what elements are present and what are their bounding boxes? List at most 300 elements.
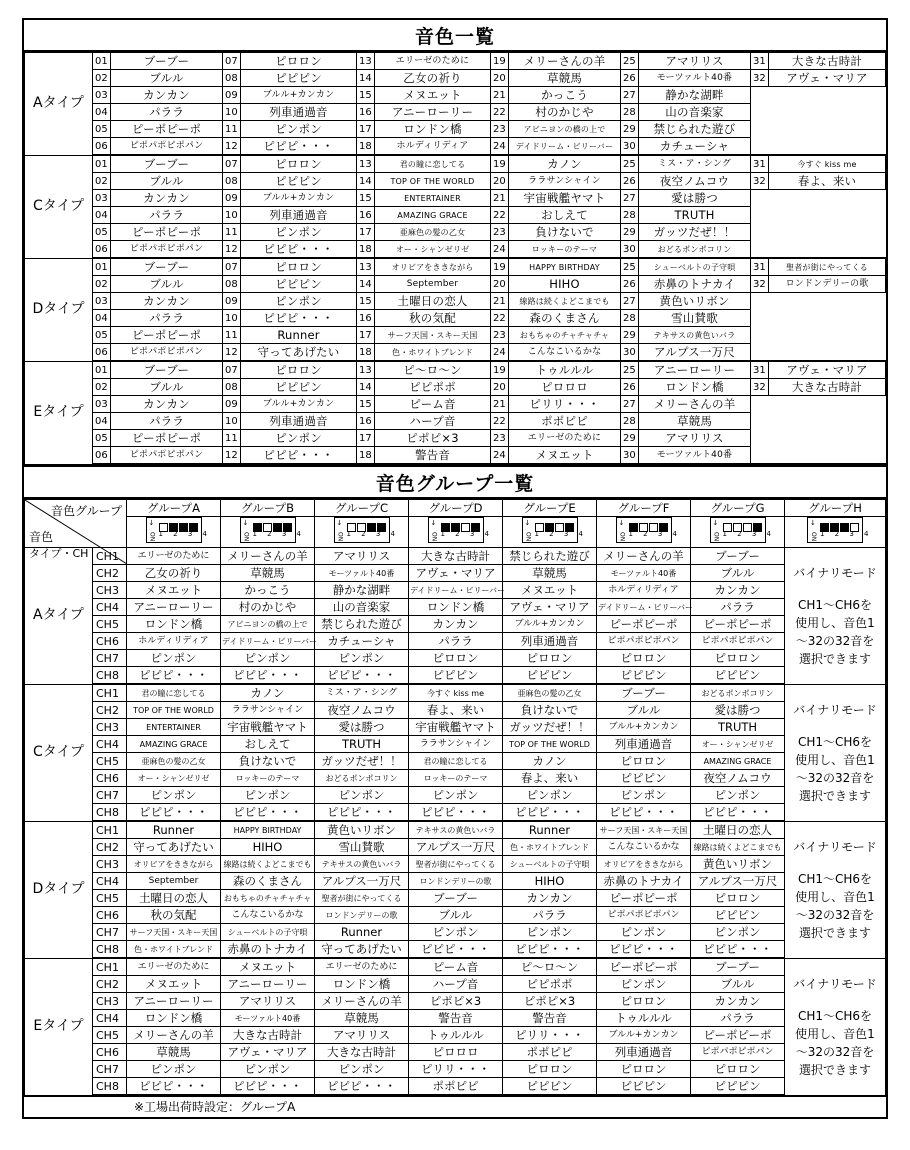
tone-number: 13 [357, 258, 375, 276]
tone-name: TRUTH [639, 207, 751, 224]
group-tone-cell: ピピピ・・・ [503, 941, 597, 959]
group-tone-cell: メヌエット [127, 582, 221, 599]
tone-number: 09 [223, 293, 241, 310]
group-name: グループB [221, 500, 315, 517]
tone-name: オー・シャンゼリゼ [375, 241, 491, 259]
switch-on-label: ON [618, 531, 626, 541]
group-tone-cell: ブルル+カンカン [597, 719, 691, 736]
group-tone-cell: シューベルトの子守唄 [221, 924, 315, 941]
group-tone-cell: ポポピピ [409, 1078, 503, 1096]
tone-name: AMAZING GRACE [375, 207, 491, 224]
tone-number: 23 [491, 430, 509, 447]
tone-name: 大きな古時計 [769, 379, 886, 396]
channel-label: CH1 [93, 684, 127, 702]
empty-cell [751, 121, 769, 138]
arrow-down-icon: ↓ [430, 519, 437, 527]
channel-label: CH3 [93, 582, 127, 599]
note-line: CH1～CH6を [797, 871, 873, 886]
tone-number: 22 [491, 413, 509, 430]
tone-name: ピーポピーポ [111, 430, 223, 447]
group-tone-cell: ブーブー [691, 958, 785, 976]
tone-number: 16 [357, 207, 375, 224]
group-tone-cell: アマリリス [221, 993, 315, 1010]
tone-number: 18 [357, 344, 375, 362]
group-tone-cell: ロンドンデリーの歌 [409, 873, 503, 890]
group-tone-cell: アヴェ・マリア [503, 599, 597, 616]
arrow-down-icon: ↓ [712, 519, 719, 527]
group-tone-cell: ピピピン [597, 1078, 691, 1096]
group-tone-cell: 警告音 [503, 1010, 597, 1027]
tone-name: 線路は続くよどこまでも [509, 293, 621, 310]
tone-number: 06 [93, 447, 111, 465]
tone-name: ブーブー [111, 155, 223, 173]
tone-number: 32 [751, 379, 769, 396]
group-tone-cell: ロンドン橋 [409, 599, 503, 616]
tone-number: 07 [223, 53, 241, 70]
tone-name: シューベルトの子守唄 [639, 258, 751, 276]
empty-cell [751, 207, 769, 224]
group-tone-cell: ピポピ×3 [503, 993, 597, 1010]
tone-name: ピロロン [241, 361, 357, 379]
tone-number: 07 [223, 258, 241, 276]
tone-number: 12 [223, 138, 241, 156]
tone-number: 14 [357, 173, 375, 190]
switch-numbers: 1 2 3 4 [346, 530, 399, 538]
channel-label: CH8 [93, 667, 127, 685]
tone-number: 18 [357, 138, 375, 156]
tone-name: Runner [241, 327, 357, 344]
tone-row [25, 155, 886, 173]
group-tone-cell: ピロロン [597, 993, 691, 1010]
group-tone-cell: ピピピ・・・ [221, 1078, 315, 1096]
tone-name: おどるポンポコリン [639, 241, 751, 259]
group-tone-cell: ハープ音 [409, 976, 503, 993]
group-row [25, 616, 886, 633]
group-tone-cell: ENTERTAINER [127, 719, 221, 736]
tone-name: HAPPY BIRTHDAY [509, 258, 621, 276]
group-tone-cell: ロンドン橋 [315, 976, 409, 993]
note-line: バイナリモード [793, 565, 877, 580]
group-tone-cell: TOP OF THE WORLD [503, 736, 597, 753]
empty-cell [769, 104, 886, 121]
switch-numbers: 1 2 3 4 [628, 530, 681, 538]
tone-name: ホルディリディア [375, 138, 491, 156]
tone-number: 26 [621, 173, 639, 190]
tone-name: ピロロロ [509, 379, 621, 396]
group-tone-cell: HIHO [221, 839, 315, 856]
tone-name: 赤鼻のトナカイ [639, 276, 751, 293]
tone-name: ポポピピ [509, 413, 621, 430]
tone-name: カチューシャ [639, 138, 751, 156]
tone-number: 17 [357, 224, 375, 241]
tone-name: ロンドンデリーの歌 [769, 276, 886, 293]
tone-name: ロンドン橋 [639, 379, 751, 396]
dip-switch-icon [807, 517, 873, 543]
group-tone-cell: ピンポン [691, 924, 785, 941]
group-tone-cell: 草競馬 [315, 1010, 409, 1027]
note-line: ～32の32音を [795, 907, 875, 922]
group-tone-cell: ピピピ・・・ [315, 667, 409, 685]
group-tone-cell: 亜麻色の髪の乙女 [127, 753, 221, 770]
group-tone-cell: 列車通過音 [503, 633, 597, 650]
channel-label: CH8 [93, 1078, 127, 1096]
group-tone-cell: デイドリーム・ビリーバー [409, 582, 503, 599]
tone-name: 乙女の祈り [375, 70, 491, 87]
tone-number: 18 [357, 447, 375, 465]
group-tone-cell: オー・シャンゼリゼ [127, 770, 221, 787]
empty-cell [751, 293, 769, 310]
tone-name: 聖者が街にやってくる [769, 258, 886, 276]
tone-type-label: Eタイプ [25, 361, 93, 464]
tone-name: 春よ、来い [769, 173, 886, 190]
group-tone-cell: オリビアをききながら [597, 856, 691, 873]
tone-number: 06 [93, 241, 111, 259]
tone-number: 07 [223, 361, 241, 379]
tone-number: 09 [223, 190, 241, 207]
tone-number: 04 [93, 104, 111, 121]
empty-cell [769, 430, 886, 447]
channel-label: CH3 [93, 856, 127, 873]
note-line: バイナリモード [793, 839, 877, 854]
group-tone-cell: ピピピン [409, 667, 503, 685]
tone-number: 25 [621, 155, 639, 173]
group-list-title: 音色グループ一覧 [24, 465, 886, 499]
group-row [25, 702, 886, 719]
tone-number: 17 [357, 327, 375, 344]
group-tone-cell: ブーブー [597, 684, 691, 702]
group-tone-cell: こんなこいるかな [221, 907, 315, 924]
group-tone-cell: 君の瞳に恋してる [409, 753, 503, 770]
group-tone-cell: 静かな湖畔 [315, 582, 409, 599]
tone-name: ピポピ×3 [375, 430, 491, 447]
dip-switch-cell [221, 517, 315, 548]
group-row [25, 839, 886, 856]
group-row [25, 565, 886, 582]
arrow-down-icon: ↓ [618, 519, 625, 527]
tone-name: ピ～ロ～ン [375, 361, 491, 379]
group-tone-cell: 秋の気配 [127, 907, 221, 924]
group-tone-cell: ピロロン [503, 1061, 597, 1078]
group-tone-cell: ガッツだぜ！！ [315, 753, 409, 770]
tone-number: 29 [621, 430, 639, 447]
tone-number: 20 [491, 379, 509, 396]
tone-row [25, 327, 886, 344]
note-line: 使用し、音色1 [795, 1026, 875, 1041]
tone-number: 04 [93, 310, 111, 327]
group-tone-cell: ララサンシャイン [221, 702, 315, 719]
group-tone-cell: ピンポン [221, 787, 315, 804]
tone-name: ピンポン [241, 224, 357, 241]
binary-mode-note [785, 548, 886, 685]
group-type-label: Eタイプ [25, 958, 93, 1095]
tone-number: 23 [491, 121, 509, 138]
channel-label: CH6 [93, 907, 127, 924]
group-type-label: Dタイプ [25, 821, 93, 958]
tone-name: 負けないで [509, 224, 621, 241]
group-tone-cell: 君の瞳に恋してる [127, 684, 221, 702]
note-line: ～32の32音を [795, 1044, 875, 1059]
group-tone-cell: 草競馬 [127, 1044, 221, 1061]
group-tone-cell: ピピピン [691, 907, 785, 924]
group-tone-cell: 警告音 [409, 1010, 503, 1027]
tone-number: 16 [357, 413, 375, 430]
tone-number: 21 [491, 396, 509, 413]
tone-name: モーツァルト40番 [639, 70, 751, 87]
group-row [25, 856, 886, 873]
tone-number: 08 [223, 173, 241, 190]
channel-label: CH8 [93, 804, 127, 822]
group-tone-cell: ピンポン [597, 924, 691, 941]
tone-row [25, 396, 886, 413]
channel-label: CH5 [93, 753, 127, 770]
tone-number: 30 [621, 447, 639, 465]
group-tone-cell: トゥルルル [597, 1010, 691, 1027]
group-tone-cell: モーツァルト40番 [221, 1010, 315, 1027]
group-tone-cell: ピポピ×3 [409, 993, 503, 1010]
note-line: 使用し、音色1 [795, 889, 875, 904]
group-tone-cell: アヴェ・マリア [221, 1044, 315, 1061]
tone-name: ピーポピーポ [111, 121, 223, 138]
tone-number: 16 [357, 310, 375, 327]
group-tone-cell: ピンポン [315, 1061, 409, 1078]
tone-number: 07 [223, 155, 241, 173]
channel-label: CH1 [93, 548, 127, 565]
tone-row [25, 138, 886, 156]
empty-cell [769, 190, 886, 207]
tone-name: ピポパポピポパン [111, 344, 223, 362]
group-tone-cell: 山の音楽家 [315, 599, 409, 616]
tone-name: ピロロン [241, 53, 357, 70]
group-row [25, 599, 886, 616]
group-row [25, 633, 886, 650]
group-tone-cell: おどるポンポコリン [691, 684, 785, 702]
tone-row [25, 430, 886, 447]
tone-name: メリーさんの羊 [509, 53, 621, 70]
group-tone-cell: トゥルルル [409, 1027, 503, 1044]
channel-label: CH2 [93, 565, 127, 582]
group-row [25, 804, 886, 822]
tone-number: 32 [751, 70, 769, 87]
group-tone-cell: 聖者が街にやってくる [315, 890, 409, 907]
tone-name: メヌエット [509, 447, 621, 465]
dip-switch-icon [522, 517, 587, 543]
tone-number: 23 [491, 327, 509, 344]
note-line: バイナリモード [793, 702, 877, 717]
group-tone-cell: カチューシャ [315, 633, 409, 650]
group-tone-cell: HIHO [503, 873, 597, 890]
group-tone-cell: 宇宙戦艦ヤマト [409, 719, 503, 736]
tone-row [25, 53, 886, 70]
group-tone-cell: September [127, 873, 221, 890]
tone-name: ピーポピーポ [111, 327, 223, 344]
tone-name: 森のくまさん [509, 310, 621, 327]
group-tone-cell: メヌエット [503, 582, 597, 599]
group-name: グループA [127, 500, 221, 517]
group-tone-cell: 夜空ノムコウ [315, 702, 409, 719]
tone-name: 亜麻色の髪の乙女 [375, 224, 491, 241]
empty-cell [769, 447, 886, 465]
tone-number: 24 [491, 241, 509, 259]
tone-name: 村のかじや [509, 104, 621, 121]
tone-number: 15 [357, 87, 375, 104]
tone-name: ピピピン [241, 70, 357, 87]
channel-label: CH3 [93, 719, 127, 736]
tone-name: おしえて [509, 207, 621, 224]
group-tone-cell: テキサスの黄色いバラ [409, 821, 503, 839]
group-tone-cell: おどるポンポコリン [315, 770, 409, 787]
group-tone-cell: Runner [503, 821, 597, 839]
group-row [25, 650, 886, 667]
tone-row [25, 70, 886, 87]
arrow-down-icon: ↓ [242, 519, 249, 527]
tone-name: カンカン [111, 190, 223, 207]
channel-label: CH3 [93, 993, 127, 1010]
tone-row [25, 379, 886, 396]
group-tone-cell: 大きな古時計 [315, 1044, 409, 1061]
tone-number: 16 [357, 104, 375, 121]
group-tone-cell: 色・ホワイトブレンド [127, 941, 221, 959]
tone-name: 大きな古時計 [769, 53, 886, 70]
note-line: 使用し、音色1 [795, 615, 875, 630]
tone-name: ピーポピーポ [111, 224, 223, 241]
dip-switch-icon [710, 517, 775, 543]
tone-name: メヌエット [375, 87, 491, 104]
dip-switch-cell [597, 517, 691, 548]
group-tone-cell: ミス・ア・シング [315, 684, 409, 702]
tone-number: 05 [93, 430, 111, 447]
group-row [25, 787, 886, 804]
tone-number: 17 [357, 121, 375, 138]
tone-name: ロンドン橋 [375, 121, 491, 138]
group-tone-cell: 村のかじや [221, 599, 315, 616]
group-tone-cell: メリーさんの羊 [315, 993, 409, 1010]
arrow-down-icon: ↓ [148, 519, 155, 527]
group-tone-cell: ピンポン [127, 1061, 221, 1078]
tone-name: ロッキーのテーマ [509, 241, 621, 259]
channel-label: CH7 [93, 650, 127, 667]
tone-name: デイドリーム・ビリーバー [509, 138, 621, 156]
group-tone-cell: アニーローリー [127, 599, 221, 616]
group-tone-cell: ピンポン [503, 924, 597, 941]
empty-cell [751, 224, 769, 241]
group-tone-cell: アニーローリー [221, 976, 315, 993]
group-tone-cell: 草競馬 [503, 565, 597, 582]
group-name: グループH [785, 500, 886, 517]
tone-type-label: Aタイプ [25, 53, 93, 156]
tone-name: カノン [509, 155, 621, 173]
tone-name: ブルル [111, 276, 223, 293]
tone-number: 27 [621, 190, 639, 207]
group-tone-cell: ピピピ・・・ [315, 1078, 409, 1096]
group-tone-cell: ピロロロ [409, 1044, 503, 1061]
group-tone-cell: ピポパポピポパン [597, 907, 691, 924]
tone-row [25, 104, 886, 121]
group-tone-cell: アマリリス [315, 1027, 409, 1044]
group-tone-cell: ピピピ・・・ [691, 941, 785, 959]
tone-name: ブルル+カンカン [241, 190, 357, 207]
tone-number: 27 [621, 293, 639, 310]
tone-number: 26 [621, 379, 639, 396]
group-tone-cell: 禁じられた遊び [503, 548, 597, 565]
tone-number: 15 [357, 190, 375, 207]
group-tone-cell: ピピピン [691, 667, 785, 685]
group-tone-cell: 夜空ノムコウ [691, 770, 785, 787]
tone-number: 04 [93, 207, 111, 224]
group-tone-cell: 森のくまさん [221, 873, 315, 890]
tone-number: 11 [223, 327, 241, 344]
tone-number: 19 [491, 155, 509, 173]
tone-name: アマリリス [639, 430, 751, 447]
tone-name: 色・ホワイトブレンド [375, 344, 491, 362]
group-row [25, 1061, 886, 1078]
tone-number: 01 [93, 361, 111, 379]
tone-name: 静かな湖畔 [639, 87, 751, 104]
tone-name: ブーブー [111, 361, 223, 379]
tone-name: メリーさんの羊 [639, 396, 751, 413]
group-tone-cell: カノン [221, 684, 315, 702]
group-list-table [24, 499, 886, 1096]
group-tone-cell: ホルディリディア [597, 582, 691, 599]
group-tone-cell: AMAZING GRACE [691, 753, 785, 770]
tone-row [25, 258, 886, 276]
header-type-ch: タイプ・CH [29, 547, 89, 560]
channel-label: CH6 [93, 770, 127, 787]
group-tone-cell: ピンポン [597, 976, 691, 993]
tone-name: ブルル+カンカン [241, 396, 357, 413]
tone-number: 28 [621, 104, 639, 121]
tone-name: 夜空ノムコウ [639, 173, 751, 190]
group-tone-cell: ピロロン [597, 1061, 691, 1078]
tone-name: こんなこいるかな [509, 344, 621, 362]
empty-cell [751, 447, 769, 465]
tone-number: 18 [357, 241, 375, 259]
group-tone-cell: カンカン [409, 616, 503, 633]
group-tone-cell: 乙女の祈り [127, 565, 221, 582]
group-tone-cell: ピピピ・・・ [315, 804, 409, 822]
tone-number: 24 [491, 344, 509, 362]
group-tone-cell: ピ～ロ～ン [503, 958, 597, 976]
switch-numbers: 1 2 3 4 [820, 530, 873, 538]
empty-cell [751, 241, 769, 259]
tone-number: 25 [621, 53, 639, 70]
empty-cell [751, 396, 769, 413]
group-tone-cell: ブルル+カンカン [597, 1027, 691, 1044]
group-tone-cell: 黄色いリボン [315, 821, 409, 839]
channel-label: CH4 [93, 873, 127, 890]
tone-number: 30 [621, 138, 639, 156]
group-tone-cell: メリーさんの羊 [127, 1027, 221, 1044]
group-tone-cell: ロンドン橋 [127, 1010, 221, 1027]
tone-name: ピピピン [241, 173, 357, 190]
group-tone-cell: ブルル [597, 702, 691, 719]
tone-name: ピピピ・・・ [241, 447, 357, 465]
group-tone-cell: ロンドン橋 [127, 616, 221, 633]
channel-label: CH1 [93, 821, 127, 839]
group-row [25, 976, 886, 993]
group-tone-cell: ピピピ・・・ [221, 667, 315, 685]
group-tone-cell: テキサスの黄色いバラ [315, 856, 409, 873]
group-tone-cell: ピンポン [503, 787, 597, 804]
tone-number: 31 [751, 361, 769, 379]
empty-cell [769, 310, 886, 327]
tone-name: ピポパポピポパン [111, 138, 223, 156]
group-tone-cell: 春よ、来い [503, 770, 597, 787]
tone-number: 02 [93, 379, 111, 396]
group-tone-cell: ロッキーのテーマ [221, 770, 315, 787]
switch-on-label: ON [810, 531, 817, 541]
group-row [25, 941, 886, 959]
dip-switch-cell [409, 517, 503, 548]
